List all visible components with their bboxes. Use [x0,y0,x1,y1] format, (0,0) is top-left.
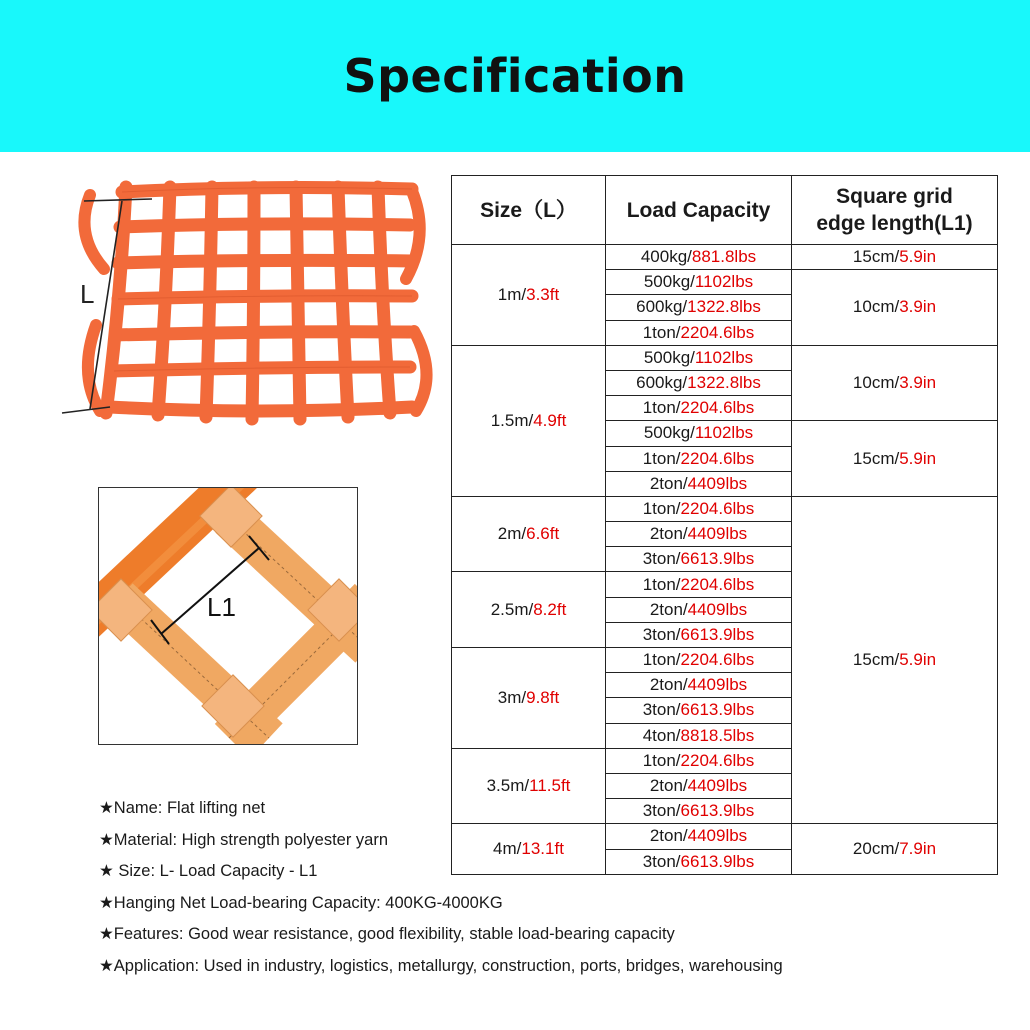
feature-capacity: ★Hanging Net Load-bearing Capacity: 400KG-4000KG [99,893,503,912]
load-cell-metric: 1ton/ [642,574,681,594]
load-cell [606,496,792,521]
grid-closeup-illustration [99,488,357,744]
load-cell-imperial: 1322.8lbs [687,297,761,317]
size-cell-metric: 4m/ [493,839,522,858]
length-label: L [80,279,95,309]
grid-closeup-image [98,487,358,745]
lifting-net-illustration [60,175,440,450]
feature-material: ★Material: High strength polyester yarn [99,830,388,849]
load-cell-imperial: 2204.6lbs [680,322,755,342]
feature-size: ★ Size: L- Load Capacity - L1 [99,862,318,880]
load-cell-imperial: 6613.9lbs [680,700,755,720]
load-cell-metric: 500kg/ [643,272,695,292]
load-cell-imperial: 6613.9lbs [680,549,755,569]
load-cell [606,270,792,295]
load-cell [606,295,792,320]
load-cell [606,648,792,673]
grid-cell-imperial: 5.9in [899,247,937,267]
grid-cell-metric: 10cm/ [852,297,900,317]
load-cell-imperial: 1102lbs [694,423,754,443]
grid-cell [792,270,998,346]
header-load-capacity: Load Capacity [606,176,792,245]
load-cell-metric: 3ton/ [642,851,681,871]
load-cell-imperial: 8818.5lbs [680,725,755,745]
load-cell-metric: 1ton/ [642,750,681,770]
load-cell-imperial: 2204.6lbs [680,750,755,770]
feature-list [99,796,999,985]
load-cell-imperial: 1102lbs [694,272,754,292]
size-cell [452,648,606,749]
lifting-net-image [60,175,440,450]
size-cell-metric: 3m/ [497,687,527,707]
grid-cell-imperial: 5.9in [899,448,937,468]
grid-length-label: L1 [207,592,236,622]
load-cell [606,345,792,370]
load-cell-metric: 3ton/ [642,801,681,821]
load-cell-imperial: 2204.6lbs [680,498,755,518]
load-cell [606,622,792,647]
load-cell [606,396,792,421]
page-title: Specification [343,49,687,103]
load-cell [606,597,792,622]
size-cell-imperial: 13.1ft [521,839,564,858]
header-grid-edge [792,176,998,245]
feature-name: ★Name: Flat lifting net [99,799,266,817]
load-cell-metric: 2ton/ [649,473,688,493]
load-cell [606,471,792,496]
load-cell [606,748,792,773]
load-cell-metric: 2ton/ [649,524,688,544]
load-cell-imperial: 6613.9lbs [680,801,755,821]
load-cell-metric: 2ton/ [649,826,688,846]
load-cell-metric: 3ton/ [642,624,681,644]
table-header-row [452,176,998,245]
load-cell-metric: 1ton/ [642,650,681,670]
load-cell-imperial: 4409lbs [687,776,748,796]
load-cell [606,421,792,446]
load-cell [606,698,792,723]
load-cell [606,723,792,748]
specification-table [451,175,998,875]
size-cell-metric: 2.5m/ [490,599,534,619]
header-grid-line2: edge length(L1) [816,212,973,235]
load-cell-metric: 3ton/ [642,549,681,569]
table-row [452,245,998,270]
grid-cell-metric: 15cm/ [852,650,900,670]
grid-cell-metric: 20cm/ [852,839,900,858]
size-cell-metric: 2m/ [497,524,527,544]
grid-cell [792,345,998,421]
load-cell [606,673,792,698]
load-cell-imperial: 4409lbs [687,524,748,544]
load-cell-metric: 1ton/ [642,498,681,518]
load-cell [606,522,792,547]
size-cell [452,245,606,346]
load-cell [606,320,792,345]
load-cell-imperial: 881.8lbs [691,247,757,267]
load-cell-imperial: 6613.9lbs [680,851,755,871]
load-cell-imperial: 4409lbs [687,599,748,619]
size-cell-imperial: 11.5ft [529,776,571,796]
load-cell-metric: 1ton/ [642,398,681,418]
size-cell-imperial: 3.3ft [526,284,560,304]
title-banner [0,0,1030,152]
size-cell-imperial: 6.6ft [526,524,560,544]
size-cell-metric: 3.5m/ [486,776,530,796]
load-cell-metric: 4ton/ [642,725,681,745]
grid-cell-imperial: 3.9in [899,297,937,317]
load-cell [606,370,792,395]
load-cell-metric: 500kg/ [643,347,695,367]
size-cell-imperial: 9.8ft [526,687,560,707]
load-cell [606,547,792,572]
grid-cell [792,496,998,823]
grid-cell-metric: 10cm/ [852,373,900,393]
load-cell-metric: 2ton/ [649,776,688,796]
load-cell-imperial: 2204.6lbs [680,574,755,594]
load-cell-imperial: 4409lbs [687,675,748,695]
size-cell [452,345,606,496]
size-cell [452,496,606,572]
header-size: Size（L） [452,176,606,245]
load-cell [606,245,792,270]
feature-features: ★Features: Good wear resistance, good flexibility, stable load-bearing capacity [99,925,675,943]
load-cell-metric: 2ton/ [649,675,688,695]
grid-cell-imperial: 5.9in [899,650,937,670]
grid-cell-metric: 15cm/ [852,247,900,267]
load-cell-metric: 2ton/ [649,599,688,619]
size-cell-metric: 1.5m/ [490,410,534,430]
load-cell-imperial: 2204.6lbs [680,448,755,468]
load-cell-imperial: 6613.9lbs [680,624,755,644]
size-cell [452,572,606,648]
grid-cell [792,245,998,270]
load-cell [606,572,792,597]
table-row [452,496,998,521]
load-cell-imperial: 1322.8lbs [687,373,761,393]
size-cell-imperial: 4.9ft [533,410,567,430]
load-cell-imperial: 4409lbs [687,473,748,493]
grid-cell-imperial: 3.9in [899,373,937,393]
size-cell-imperial: 8.2ft [533,599,567,619]
grid-cell-imperial: 7.9in [899,839,937,858]
load-cell-imperial: 1102lbs [694,347,754,367]
load-cell [606,773,792,798]
load-cell-metric: 1ton/ [642,322,681,342]
load-cell-imperial: 4409lbs [687,826,748,846]
load-cell-metric: 600kg/ [636,297,688,317]
load-cell-imperial: 2204.6lbs [680,650,755,670]
specification-table-body [452,245,998,875]
load-cell-metric: 1ton/ [642,448,681,468]
load-cell-metric: 3ton/ [642,700,681,720]
grid-cell-metric: 15cm/ [852,448,900,468]
load-cell-imperial: 2204.6lbs [680,398,755,418]
size-cell-metric: 1m/ [497,284,527,304]
feature-application: ★Application: Used in industry, logistics, metallurgy, construction, ports, bridges, warehousing [99,956,783,975]
grid-cell [792,421,998,497]
load-cell-metric: 600kg/ [636,373,688,393]
load-cell-metric: 500kg/ [643,423,695,443]
load-cell-metric: 400kg/ [640,247,692,267]
load-cell [606,446,792,471]
table-row [452,345,998,370]
header-grid-line1: Square grid [836,185,953,208]
